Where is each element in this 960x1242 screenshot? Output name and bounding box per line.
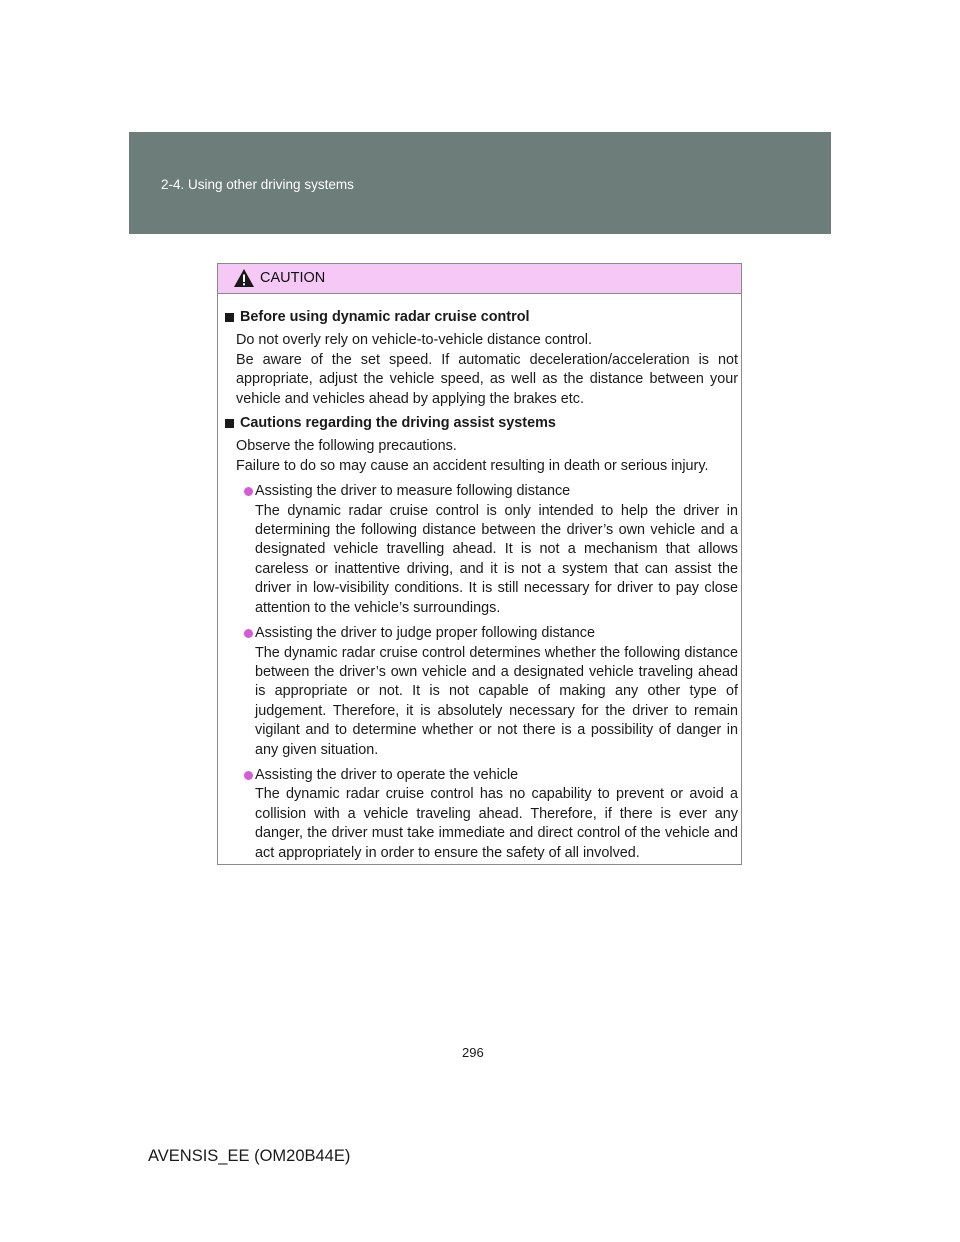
topic-heading [224, 414, 738, 433]
topic-body [224, 331, 738, 409]
bullet-text: The dynamic radar cruise control determines whether the following distance between the driver’s own vehicle and a designated vehicle traveling ahead is appropriate or not. It is not capable of making any other type of judgement. Therefore, it is absolutely necessary for the driver to remain vigilant and to determine whether or not there is a possibility of danger in any given situation. [255, 644, 738, 758]
topic-heading [224, 308, 738, 327]
warning-triangle-icon [233, 268, 255, 288]
square-bullet-icon [225, 419, 234, 428]
bullet-heading: Assisting the driver to measure following distance [255, 483, 571, 500]
bullet-text: The dynamic radar cruise control is only intended to help the driver in determining the following distance between the driver’s own vehicle and a designated vehicle travelling ahead. It is not a mechanism that allows careless or inattentive driving, and it is not a system that can assist the driver in low-visibility conditions. It is still necessary for driver to pay close attention to the vehicle’s surroundings. [255, 502, 738, 616]
topic-title: Cautions regarding the driving assist systems [240, 415, 556, 432]
bullet-item [224, 766, 738, 863]
dot-bullet-icon [244, 487, 253, 496]
paragraph: Do not overly rely on vehicle-to-vehicle distance control. [236, 332, 592, 349]
topic-body [224, 437, 738, 476]
bullet-heading: Assisting the driver to operate the vehicle [255, 766, 519, 783]
bullet-text: The dynamic radar cruise control has no capability to prevent or avoid a collision with a vehicle traveling ahead. Therefore, if there is ever any danger, the driver must take immediate and direct control of the vehicle and act appropriately in order to ensure the safety of all involved. [255, 786, 738, 861]
caution-content [218, 294, 741, 863]
dot-bullet-icon [244, 771, 253, 780]
caution-label: CAUTION [260, 270, 326, 286]
section-header-band [129, 132, 831, 234]
topic-title: Before using dynamic radar cruise control [240, 309, 530, 325]
bullet-item [224, 482, 738, 618]
dot-bullet-icon [244, 629, 253, 638]
bullet-item [224, 624, 738, 760]
paragraph: Failure to do so may cause an accident resulting in death or serious injury. [236, 457, 709, 474]
square-bullet-icon [225, 313, 234, 322]
footer-document-code: AVENSIS_EE (OM20B44E) [148, 1147, 351, 1165]
caution-box [217, 263, 742, 865]
section-title: 2-4. Using other driving systems [161, 177, 354, 192]
caution-header [218, 264, 741, 294]
paragraph: Be aware of the set speed. If automatic deceleration/acceleration is not appropriate, adjust the vehicle speed, as well as the distance between your vehicle and vehicles ahead by applying the brakes etc. [236, 351, 738, 407]
paragraph: Observe the following precautions. [236, 438, 457, 455]
bullet-heading: Assisting the driver to judge proper following distance [255, 625, 595, 642]
page-number: 296 [462, 1045, 484, 1060]
